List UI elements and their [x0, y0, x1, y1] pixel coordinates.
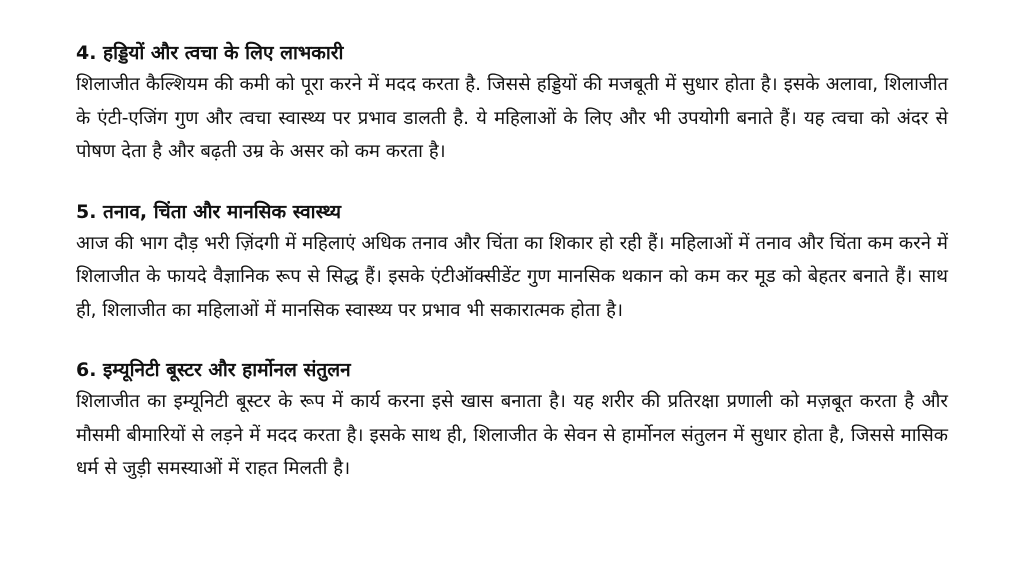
section-paragraph: शिलाजीत कैल्शियम की कमी को पूरा करने में मदद करता है. जिससे हड्डियों की मजबूती में सुधार होता है। इसके अलावा, शिलाजीत के एंटी-एजिंग गुण और त्वचा स्वास्थ्य पर प्रभाव डालती है. ये महिलाओं के लिए और भी उपयोगी बनाते हैं। यह त्वचा को अंदर से पोषण देता है और बढ़ती उम्र के असर को कम करता है।	[76, 74, 948, 162]
section-paragraph: शिलाजीत का इम्यूनिटी बूस्टर के रूप में कार्य करना इसे खास बनाता है। यह शरीर की प्रतिरक्षा प्रणाली को मज़बूत करता है और मौसमी बीमारियों से लड़ने में मदद करता है। इसके साथ ही, शिलाजीत के सेवन से हार्मोनल संतुलन में सुधार होता है, जिससे मासिक धर्म से जुड़ी समस्याओं में राहत मिलती है।	[76, 391, 948, 479]
section-paragraph: आज की भाग दौड़ भरी ज़िंदगी में महिलाएं अधिक तनाव और चिंता का शिकार हो रही हैं। महिलाओं में तनाव और चिंता कम करने में शिलाजीत के फायदे वैज्ञानिक रूप से सिद्ध हैं। इसके एंटीऑक्सीडेंट गुण मानसिक थकान को कम कर मूड को बेहतर बनाते हैं। साथ ही, शिलाजीत का महिलाओं में मानसिक स्वास्थ्य पर प्रभाव भी सकारात्मक होता है।	[76, 232, 948, 321]
section-immunity-hormonal	[76, 355, 948, 486]
document-page	[76, 38, 948, 514]
section-bones-skin	[76, 38, 948, 169]
section-heading: 4. हड्डियों और त्वचा के लिए लाभकारी	[76, 42, 344, 64]
section-stress-mental-health	[76, 197, 948, 328]
section-heading: 6. इम्यूनिटी बूस्टर और हार्मोनल संतुलन	[76, 359, 351, 381]
section-heading: 5. तनाव, चिंता और मानसिक स्वास्थ्य	[76, 200, 341, 223]
